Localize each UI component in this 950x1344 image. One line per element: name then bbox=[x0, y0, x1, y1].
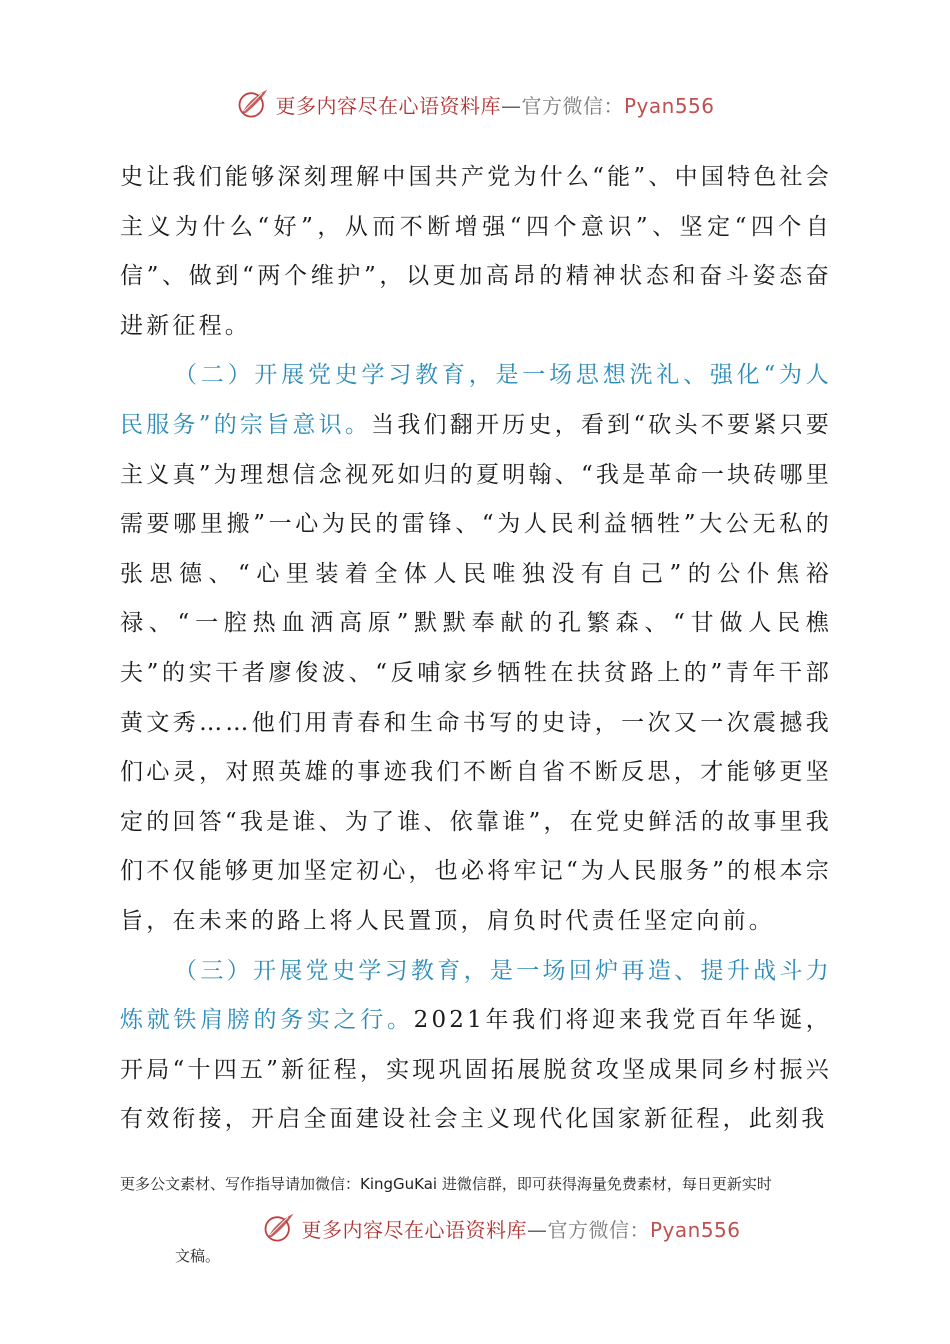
paragraph-3: （三）开展党史学习教育，是一场回炉再造、提升战斗力炼就铁肩膀的务实之行。2021年我们将迎来我党百年华诞，开局“十四五”新征程，实现巩固拓展脱贫攻坚成果同乡村振兴有效衔接，开启全面建设社会主义现代化国家新征程，此刻我 bbox=[120, 957, 832, 1133]
paragraph-2: （二）开展党史学习教育，是一场思想洗礼、强化“为人民服务”的宗旨意识。当我们翻开历史，看到“砍头不要紧只要主义真”为理想信念视死如归的夏明翰、“我是革命一块砖哪里需要哪里搬”一心为民的雷锋、“为人民利益牺牲”大公无私的张思德、“心里装着全体人民唯独没有自己”的公仆焦裕禄、“一腔热血洒高原”默默奉献的孔繁森、“甘做人民樵夫”的实干者廖俊波、“反哺家乡牺牲在扶贫路上的”青年干部黄文秀……他们用青春和生命书写的史诗，一次又一次震撼我们心灵，对照英雄的事迹我们不断自省不断反思，才能够更坚定的回答“我是谁、为了谁、依靠谁”，在党史鲜活的故事里我们不仅能够更加坚定初心，也必将牢记“为人民服务”的根本宗旨，在未来的路上将人民置顶，肩负时代责任坚定向前。 bbox=[120, 362, 833, 934]
quill-logo-icon bbox=[261, 1210, 297, 1246]
section-heading-3: （三）开展党史学习教育，是一场回炉再造、提升战斗力炼就铁肩膀的务实之行。 bbox=[120, 957, 832, 1034]
watermark-bottom bbox=[26, 1208, 950, 1248]
watermark-top bbox=[0, 84, 950, 124]
document-body bbox=[120, 153, 832, 1145]
footer-note-tail: 文稿。 bbox=[175, 1247, 221, 1265]
footer-note: 更多公文素材、写作指导请加微信：KingGuKai 进微信群，即可获得海量免费素材，每日更新实时 bbox=[120, 1175, 772, 1193]
paragraph-1: 史让我们能够深刻理解中国共产党为什么“能”、中国特色社会主义为什么“好”，从而不断增强“四个意识”、坚定“四个自信”、做到“两个维护”，以更加高昂的精神状态和奋斗姿态奋进新征程。 bbox=[120, 164, 832, 339]
watermark-text: 更多内容尽在心语资料库—官方微信：Pyan556 bbox=[275, 93, 715, 118]
quill-logo-icon bbox=[235, 86, 271, 122]
section-heading-2: （二）开展党史学习教育，是一场思想洗礼、强化“为人民服务”的宗旨意识。 bbox=[120, 362, 832, 438]
watermark-text: 更多内容尽在心语资料库—官方微信：Pyan556 bbox=[301, 1217, 741, 1242]
